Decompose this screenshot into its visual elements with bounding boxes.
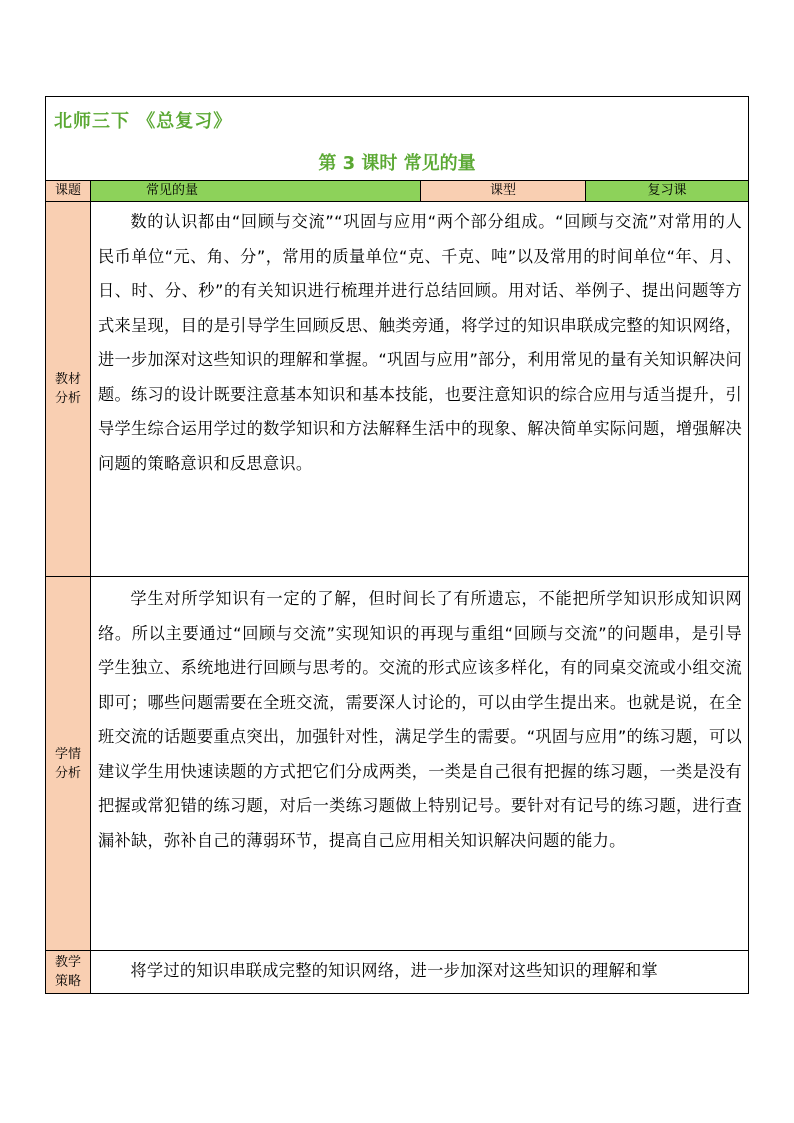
topic-value: 常见的量 <box>91 181 421 201</box>
section-label-cell <box>46 951 91 993</box>
row-divider <box>46 576 748 577</box>
type-value: 复习课 <box>586 181 748 201</box>
section-label-cell <box>46 202 91 576</box>
lesson-plan-table <box>45 96 749 994</box>
type-label: 课型 <box>421 181 586 201</box>
row-divider <box>46 201 748 202</box>
section-label: 教材分析 <box>54 372 81 406</box>
section-text: 数的认识都由“回顾与交流”“巩固与应用“两个部分组成。“回顾与交流”对常用的人民币单位“元、角、分”，常用的质量单位“克、千克、吨”以及常用的时间单位“年、月、日、时、分、秒”的有关知识进行梳理并进行总结回顾。用对话、举例子、提出问题等方式来呈现，目的是引导学生回顾反思、触类旁通，将学过的知识串联成完整的知识网络，进一步加深对这些知识的理解和掌握。“巩固与应用”部分，利用常见的量有关知识解决问题。练习的设计既要注意基本知识和基本技能，也要注意知识的综合应用与适当提升，引导学生综合运用学过的数学知识和方法解释生活中的现象、解决简单实际问题，增强解决问题的策略意识和反思意识。 <box>98 212 742 473</box>
document-title: 北师三下 《总复习》 <box>54 111 233 132</box>
section-label: 学情分析 <box>54 746 81 781</box>
section-text: 学生对所学知识有一定的了解，但时间长了有所遗忘，不能把所学知识形成知识网络。所以主要通过“回顾与交流”实现知识的再现与重组“回顾与交流”的问题串，是引导学生独立、系统地进行回顾与思考的。交流的形式应该多样化，有的同桌交流或小组交流即可；哪些问题需要在全班交流，需要深人讨论的，可以由学生提出来。也就是说，在全班交流的话题要重点突出，加强针对性，满足学生的需要。“巩固与应用”的练习题，可以建议学生用快速读题的方式把它们分成两类，一类是自己很有把握的练习题，一类是没有把握或常犯错的练习题，对后一类练习题做上特别记号。要针对有记号的练习题，进行查漏补缺，弥补自己的薄弱环节，提高自己应用相关知识解决问题的能力。 <box>98 589 742 850</box>
lesson-title: 第 3 课时 常见的量 <box>318 153 476 174</box>
section-text: 将学过的知识串联成完整的知识网络，进一步加深对这些知识的理解和掌 <box>130 961 658 980</box>
row-divider <box>46 950 748 951</box>
section-label: 教学策略 <box>54 955 81 989</box>
section-label-cell <box>46 577 91 950</box>
topic-label: 课题 <box>46 181 91 201</box>
